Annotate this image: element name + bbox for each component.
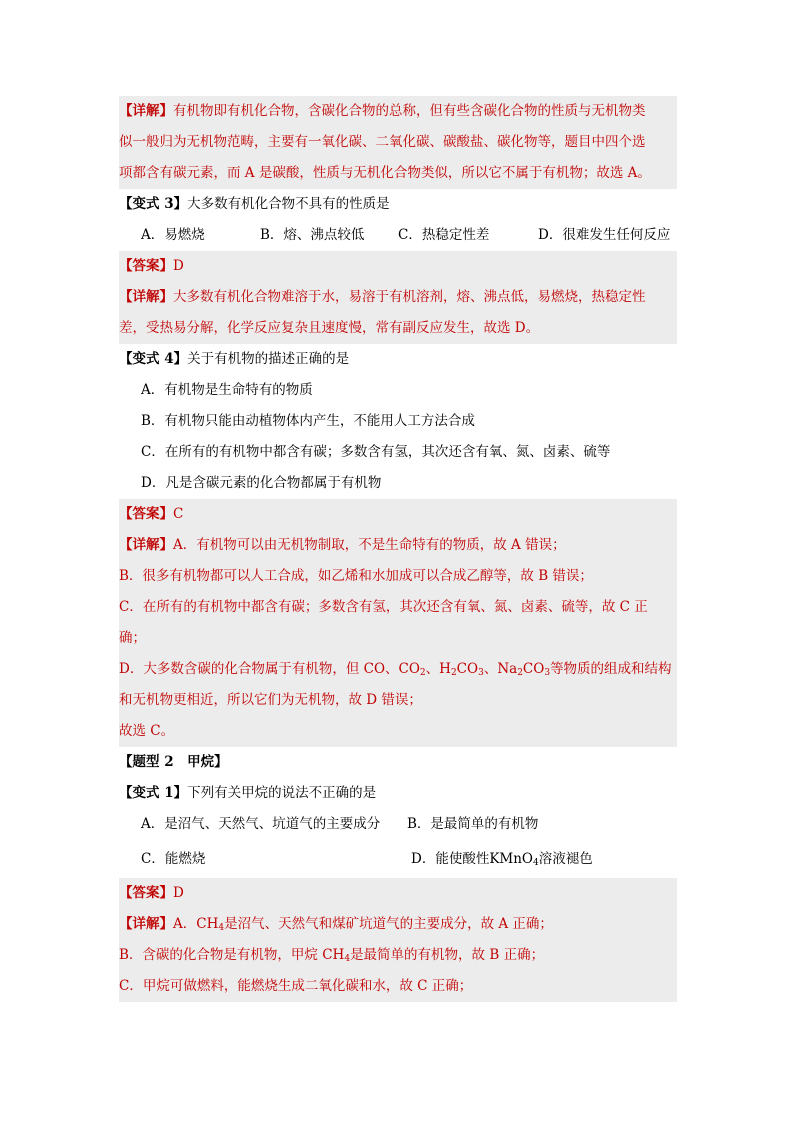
explanation-line [119,909,677,940]
option-a: A．是沼气、天然气、坑道气的主要成分 [141,816,381,832]
explanation-line [119,940,677,971]
detail-text: 是最简单的有机物，故 B 正确； [350,947,545,963]
option-b: B．有机物只能由动植物体内产生，不能用人工方法合成 [141,413,475,429]
explanation-line [119,158,677,189]
question-stem [119,344,677,375]
explanation-line: 确； [119,630,146,646]
detail-text: 等物质的组成和结构 [550,661,672,677]
formula-part: H [439,661,451,677]
subscript: 4 [344,954,351,964]
formula-part: CO [522,661,545,677]
detail-text: 有机物即有机化合物，含碳化合物的总称，但有些含碳化合物的性质与无机物类 [173,103,646,119]
answer-line [119,251,677,282]
answer-value: D [173,258,184,274]
detail-text: D．大多数含碳的化合物属于有机物，但 CO、CO [119,661,420,677]
subscript: 3 [478,668,484,678]
option-b: B．是最简单的有机物 [407,816,539,832]
formula-part: KMnO [489,851,533,867]
explanation-line: C．甲烷可做燃料，能燃烧生成二氧化碳和水，故 C 正确； [119,978,473,994]
detail-text: 大多数有机化合物难溶于水，易溶于有机溶剂，熔、沸点低，易燃烧，热稳定性 [173,289,646,305]
options-row [119,809,677,840]
detail-tag: 【详解】 [119,537,173,553]
detail-text: 似一般归为无机物范畴，主要有一氧化碳、二氧化碳、碳酸盐、碳化物等，题目中四个选 [119,134,646,150]
separator: 、 [483,661,498,677]
question-tag: 【变式 1】 [119,785,188,801]
answer-line [119,878,677,909]
option-d: D．很难发生任何反应 [538,227,671,243]
explanation-line [119,313,677,344]
option-b: B．熔、沸点较低 [260,227,365,243]
options-row [119,840,677,878]
option-c: C．能燃烧 [141,851,206,867]
subscript: 3 [544,668,551,678]
subscript: 2 [450,668,457,678]
option-a: A．有机物是生命特有的物质 [141,382,313,398]
formula-part: Na [497,661,518,677]
conclusion-line: 故选 C。 [119,723,175,739]
question-text: 下列有关甲烷的说法不正确的是 [187,785,377,801]
option-c: C．热稳定性差 [398,227,490,243]
question-text: 关于有机物的描述正确的是 [187,351,350,367]
question-tag: 【变式 3】 [119,196,188,212]
question-text: 大多数有机化合物不具有的性质是 [187,196,390,212]
question-stem [119,778,677,809]
option-d-text: D．能使酸性 [411,851,490,867]
option-a: A．易燃烧 [141,227,205,243]
explanation-line: 和无机物更相近，所以它们为无机物，故 D 错误； [119,692,422,708]
option-d-text: 溶液褪色 [538,851,593,867]
subscript: 4 [533,858,539,868]
answer-block [119,251,677,344]
explanation-line: C．在所有的有机物中都含有碳；多数含有氢，其次还含有氧、氮、卤素、硫等，故 C 正 [119,599,648,615]
answer-tag: 【答案】 [119,506,173,522]
detail-text: A．有机物可以由无机物制取，不是生命特有的物质，故 A 错误； [173,537,566,553]
explanation-line [119,127,677,158]
answer-value: D [173,885,184,901]
option-c: C．在所有的有机物中都含有碳；多数含有氢，其次还含有氧、氮、卤素、硫等 [141,444,611,460]
detail-text: B．含碳的化合物是有机物，甲烷 CH [119,947,345,963]
subscript: 4 [218,923,225,933]
option-d [411,840,593,878]
explanation-line [119,96,677,127]
detail-text: A．CH [173,916,219,932]
answer-block [119,878,677,1002]
explanation-line [119,282,677,313]
detail-text: 是沼气、天然气和煤矿坑道气的主要成分，故 A 正确； [224,916,553,932]
explanation-line-formula [119,654,677,685]
detail-text: 项都含有碳元素，而 A 是碳酸，性质与无机化合物类似，所以它不属于有机物；故选 A。 [119,165,651,181]
answer-value: C [173,506,184,522]
subscript: 2 [517,668,523,678]
detail-tag: 【详解】 [119,103,173,119]
question-tag: 【变式 4】 [119,351,188,367]
answer-tag: 【答案】 [119,258,173,274]
answer-block [119,499,677,747]
explanation-block [119,96,677,189]
explanation-line [119,530,677,561]
answer-line [119,499,677,530]
explanation-line: B．很多有机物都可以人工合成，如乙烯和水加成可以合成乙醇等，故 B 错误； [119,568,593,584]
option-d: D．凡是含碳元素的化合物都属于有机物 [141,475,382,491]
answer-tag: 【答案】 [119,885,173,901]
detail-tag: 【详解】 [119,916,173,932]
document-page [119,96,677,1002]
section-heading: 【题型 2 甲烷】 [119,754,228,770]
detail-tag: 【详解】 [119,289,173,305]
subscript: 2 [419,668,426,678]
separator: 、 [425,661,440,677]
options-row [119,220,677,251]
detail-text: 差，受热易分解，化学反应复杂且速度慢，常有副反应发生，故选 D。 [119,320,540,336]
question-stem [119,189,677,220]
formula-part: CO [456,661,479,677]
